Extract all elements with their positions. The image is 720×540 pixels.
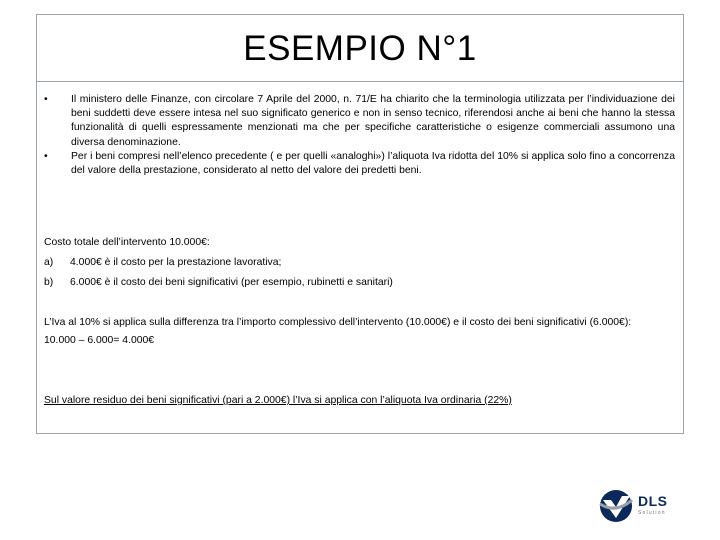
cost-section <box>44 236 673 296</box>
cost-item-marker: b) <box>44 277 54 288</box>
slide-title: ESEMPIO N°1 <box>243 29 477 68</box>
bullet-item <box>37 150 685 178</box>
bullet-item <box>37 93 685 150</box>
slide-title-box <box>36 14 684 82</box>
conclusion-text: Sul valore residuo dei beni significativi (pari a 2.000€) l’Iva si applica con l’aliquota Iva ordinaria (22%) <box>44 395 512 406</box>
logo-subtitle: Solution <box>638 510 666 516</box>
cost-item-marker: a) <box>44 257 54 268</box>
cost-item <box>44 276 673 296</box>
iva-paragraph: L’Iva al 10% si applica sulla differenza tra l’importo complessivo dell’intervento (10.000€) e il costo dei beni significativi (6.000€): <box>44 317 632 328</box>
bullet-text: Per i beni compresi nell’elenco precedente ( e per quelli «analoghi») l’aliquota Iva ridotta del 10% si applica solo fino a concorrenza del valore della prestazione, considerato al netto del valore dei predetti beni. <box>71 150 675 177</box>
logo-name: DLS <box>638 493 668 509</box>
bullet-text: Il ministero delle Finanze, con circolare 7 Aprile del 2000, n. 71/E ha chiarito che la terminologia utilizzata per l’individuazione dei beni suddetti deve essere intesa nel suo significato generico e non in senso tecnico, riferendosi anche ai beni che hanno la stessa funzionalità di quelli espressamente menzionati ma che per specifiche caratteristiche o esigenze commerciali assumono una diversa denominazione. <box>71 94 675 148</box>
cost-item-text: 4.000€ è il costo per la prestazione lavorativa; <box>70 257 282 268</box>
bullet-list <box>37 93 685 178</box>
calculation-line: 10.000 – 6.000= 4.000€ <box>44 335 155 347</box>
cost-heading: Costo totale dell’intervento 10.000€: <box>44 237 210 248</box>
slide-content-box <box>36 82 684 434</box>
iva-section <box>44 316 673 348</box>
bullet-dot-icon: • <box>44 94 48 105</box>
cost-item <box>44 256 673 276</box>
dls-logo-icon <box>598 488 636 524</box>
dls-logo <box>598 488 688 524</box>
cost-item-text: 6.000€ è il costo dei beni significativi (per esempio, rubinetti e sanitari) <box>70 277 393 288</box>
bullet-dot-icon: • <box>44 150 48 162</box>
